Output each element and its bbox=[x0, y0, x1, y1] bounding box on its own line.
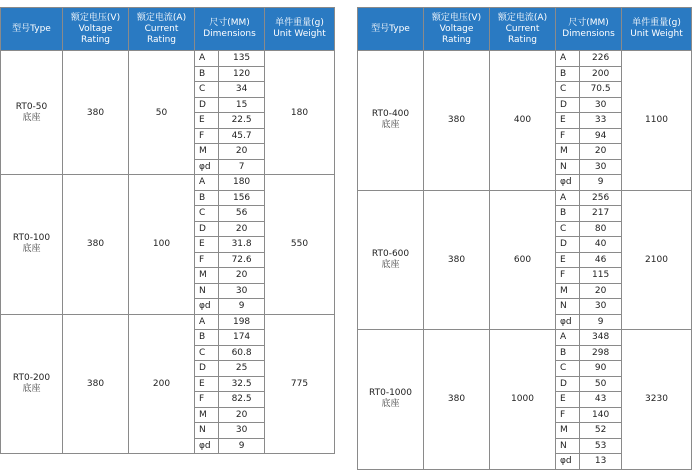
dimension-row bbox=[195, 113, 264, 129]
dimension-label: φd bbox=[556, 175, 580, 190]
dimension-value: 140 bbox=[580, 407, 621, 423]
dimensions-cell bbox=[195, 314, 265, 454]
dimension-row bbox=[556, 423, 621, 439]
dimension-label: φd bbox=[195, 159, 219, 174]
header-voltage-line: Voltage bbox=[78, 23, 113, 34]
dimension-row bbox=[556, 221, 621, 237]
model-base-label: 底座 bbox=[22, 244, 41, 255]
dimension-value: 198 bbox=[219, 315, 264, 330]
dimension-row bbox=[195, 268, 264, 284]
dimension-row bbox=[556, 144, 621, 160]
dimension-value: 45.7 bbox=[219, 128, 264, 144]
dimension-value: 52 bbox=[580, 423, 621, 439]
dimension-label: C bbox=[195, 206, 219, 222]
dimensions-list bbox=[195, 51, 264, 174]
header-voltage-line: Rating bbox=[441, 34, 472, 45]
header-model-line: 型号Type bbox=[371, 23, 410, 34]
voltage-value: 380 bbox=[63, 51, 129, 175]
current-value: 100 bbox=[129, 175, 195, 315]
table-row bbox=[358, 330, 692, 470]
header-dimensions-line: Dimensions bbox=[562, 29, 615, 39]
header-voltage bbox=[63, 8, 129, 51]
model-base-label: 底座 bbox=[22, 383, 41, 394]
dimension-row bbox=[195, 361, 264, 377]
header-voltage-line: Voltage bbox=[439, 23, 474, 34]
dimension-value: 226 bbox=[580, 51, 621, 66]
dimension-label: A bbox=[195, 315, 219, 330]
dimension-label: M bbox=[195, 144, 219, 160]
dimension-row bbox=[556, 97, 621, 113]
dimension-value: 174 bbox=[219, 330, 264, 346]
weight-value: 2100 bbox=[622, 190, 692, 330]
header-current bbox=[129, 8, 195, 51]
model-cell bbox=[358, 51, 424, 191]
dimension-row bbox=[195, 97, 264, 113]
dimension-label: F bbox=[556, 268, 580, 284]
dimension-value: 20 bbox=[580, 144, 621, 160]
dimension-value: 50 bbox=[580, 376, 621, 392]
voltage-value: 380 bbox=[424, 190, 490, 330]
dimension-label: D bbox=[556, 237, 580, 253]
dimension-value: 180 bbox=[219, 175, 264, 190]
dimension-row bbox=[556, 299, 621, 315]
dimension-row bbox=[195, 159, 264, 174]
dimension-value: 31.8 bbox=[219, 237, 264, 253]
dimension-value: 32.5 bbox=[219, 376, 264, 392]
dimension-label: N bbox=[556, 299, 580, 315]
dimension-label: B bbox=[195, 330, 219, 346]
dimension-row bbox=[556, 330, 621, 345]
model-name: RT0-1000 bbox=[369, 388, 412, 399]
dimensions-cell bbox=[556, 330, 622, 470]
dimension-label: D bbox=[195, 361, 219, 377]
dimension-label: M bbox=[195, 268, 219, 284]
dimension-value: 30 bbox=[580, 159, 621, 175]
model-base-label: 底座 bbox=[381, 399, 400, 410]
header-model bbox=[1, 8, 63, 51]
header-voltage-line: 额定电压(V) bbox=[70, 12, 121, 23]
voltage-value: 380 bbox=[424, 51, 490, 191]
current-value: 1000 bbox=[490, 330, 556, 470]
model-base-label: 底座 bbox=[381, 120, 400, 131]
dimension-row bbox=[195, 299, 264, 314]
weight-value: 1100 bbox=[622, 51, 692, 191]
dimension-row bbox=[556, 268, 621, 284]
dimension-row bbox=[195, 206, 264, 222]
dimension-label: M bbox=[195, 407, 219, 423]
dimension-value: 90 bbox=[580, 361, 621, 377]
header-current-line: 额定电流(A) bbox=[136, 12, 187, 23]
header-model bbox=[358, 8, 424, 51]
model-cell bbox=[1, 51, 63, 175]
dimension-value: 70.5 bbox=[580, 82, 621, 98]
dimensions-list bbox=[195, 175, 264, 314]
dimensions-cell bbox=[195, 51, 265, 175]
dimension-label: B bbox=[556, 66, 580, 82]
weight-value: 180 bbox=[265, 51, 335, 175]
dimension-row bbox=[195, 66, 264, 82]
dimension-row bbox=[195, 51, 264, 66]
dimension-row bbox=[556, 345, 621, 361]
dimension-label: A bbox=[195, 175, 219, 190]
dimension-label: C bbox=[556, 361, 580, 377]
header-dimensions-line: 尺寸(MM) bbox=[568, 18, 609, 28]
dimension-row bbox=[195, 175, 264, 190]
dimension-label: F bbox=[195, 392, 219, 408]
dimension-value: 30 bbox=[219, 423, 264, 439]
dimension-row bbox=[556, 454, 621, 469]
header-voltage-line: 额定电压(V) bbox=[431, 12, 482, 23]
header-row bbox=[358, 8, 692, 51]
model-name: RT0-100 bbox=[12, 233, 51, 244]
dimension-value: 115 bbox=[580, 268, 621, 284]
dimension-row bbox=[556, 252, 621, 268]
dimensions-list bbox=[556, 191, 621, 330]
dimension-value: 40 bbox=[580, 237, 621, 253]
dimension-value: 20 bbox=[219, 221, 264, 237]
model-name: RT0-200 bbox=[12, 372, 51, 383]
dimension-value: 7 bbox=[238, 161, 245, 172]
voltage-value: 380 bbox=[63, 314, 129, 454]
header-current-line: Rating bbox=[146, 34, 177, 45]
dimension-label: D bbox=[556, 97, 580, 113]
dimension-value: 9 bbox=[597, 177, 604, 188]
dimension-value: 46 bbox=[580, 252, 621, 268]
dimension-value: 9 bbox=[238, 301, 245, 312]
dimensions-cell bbox=[195, 175, 265, 315]
dimension-row bbox=[556, 407, 621, 423]
dimension-label: E bbox=[195, 113, 219, 129]
table-row bbox=[1, 51, 335, 175]
header-weight-line: Unit Weight bbox=[630, 29, 683, 39]
model-base-label: 底座 bbox=[22, 112, 41, 123]
dimension-row bbox=[195, 128, 264, 144]
dimension-value: 298 bbox=[580, 345, 621, 361]
dimension-row bbox=[195, 144, 264, 160]
model-cell bbox=[358, 330, 424, 470]
header-current-line: 额定电流(A) bbox=[497, 12, 548, 23]
dimension-row bbox=[195, 221, 264, 237]
dimension-value: 33 bbox=[580, 113, 621, 129]
dimension-label: C bbox=[195, 82, 219, 98]
header-dimensions-line: 尺寸(MM) bbox=[209, 18, 250, 28]
dimension-value: 348 bbox=[580, 330, 621, 345]
dimension-row bbox=[556, 128, 621, 144]
dimension-value: 30 bbox=[580, 299, 621, 315]
dimension-row bbox=[195, 407, 264, 423]
table-row bbox=[1, 175, 335, 315]
dimensions-list bbox=[195, 315, 264, 454]
dimension-label: F bbox=[195, 252, 219, 268]
dimension-value: 22.5 bbox=[219, 113, 264, 129]
dimension-row bbox=[195, 315, 264, 330]
dimension-row bbox=[195, 330, 264, 346]
dimension-label: N bbox=[556, 438, 580, 454]
spec-table bbox=[357, 7, 692, 470]
dimension-row bbox=[556, 175, 621, 190]
table-row bbox=[358, 190, 692, 330]
voltage-value: 380 bbox=[63, 175, 129, 315]
header-current-line: Rating bbox=[507, 34, 538, 45]
dimension-row bbox=[195, 237, 264, 253]
dimension-label: B bbox=[556, 206, 580, 222]
dimensions-list bbox=[556, 51, 621, 190]
dimension-label: C bbox=[556, 221, 580, 237]
dimension-label: F bbox=[556, 128, 580, 144]
dimension-row bbox=[556, 361, 621, 377]
header-dimensions-line: Dimensions bbox=[203, 29, 256, 39]
dimension-value: 20 bbox=[580, 283, 621, 299]
dimension-label: C bbox=[556, 82, 580, 98]
model-name: RT0-600 bbox=[371, 248, 410, 259]
dimension-row bbox=[556, 191, 621, 206]
dimension-value: 25 bbox=[219, 361, 264, 377]
dimension-row bbox=[556, 438, 621, 454]
dimension-label: D bbox=[556, 376, 580, 392]
dimension-value: 43 bbox=[580, 392, 621, 408]
header-current-line: Current bbox=[144, 23, 179, 34]
dimension-label: F bbox=[556, 407, 580, 423]
header-weight-line: 单件重量(g) bbox=[632, 18, 681, 28]
dimension-label: M bbox=[556, 423, 580, 439]
voltage-value: 380 bbox=[424, 330, 490, 470]
dimension-value: 34 bbox=[219, 82, 264, 98]
dimension-label: D bbox=[195, 97, 219, 113]
dimension-value: 156 bbox=[219, 190, 264, 206]
dimensions-cell bbox=[556, 51, 622, 191]
dimension-row bbox=[556, 51, 621, 66]
header-voltage bbox=[424, 8, 490, 51]
model-cell bbox=[1, 314, 63, 454]
dimension-row bbox=[556, 82, 621, 98]
current-value: 400 bbox=[490, 51, 556, 191]
dimension-value: 80 bbox=[580, 221, 621, 237]
dimension-row bbox=[195, 190, 264, 206]
header-model-line: 型号Type bbox=[12, 23, 51, 34]
header-dimensions bbox=[556, 8, 622, 51]
dimension-value: 9 bbox=[597, 316, 604, 327]
header-voltage-line: Rating bbox=[80, 34, 111, 45]
dimension-label: φd bbox=[556, 454, 580, 469]
dimension-label: E bbox=[556, 392, 580, 408]
dimension-row bbox=[195, 438, 264, 453]
dimension-row bbox=[556, 376, 621, 392]
dimension-label: C bbox=[195, 345, 219, 361]
dimension-row bbox=[556, 283, 621, 299]
current-value: 600 bbox=[490, 190, 556, 330]
dimension-value: 20 bbox=[219, 407, 264, 423]
header-weight-line: Unit Weight bbox=[273, 29, 326, 39]
dimension-value: 15 bbox=[219, 97, 264, 113]
header-current-line: Current bbox=[505, 23, 540, 34]
dimension-label: B bbox=[556, 345, 580, 361]
dimension-row bbox=[556, 314, 621, 329]
dimension-value: 60.8 bbox=[219, 345, 264, 361]
dimension-row bbox=[556, 206, 621, 222]
dimension-label: E bbox=[556, 252, 580, 268]
dimension-row bbox=[556, 159, 621, 175]
header-dimensions bbox=[195, 8, 265, 51]
dimension-row bbox=[195, 392, 264, 408]
dimension-row bbox=[556, 113, 621, 129]
dimension-label: A bbox=[556, 51, 580, 66]
dimension-row bbox=[195, 345, 264, 361]
dimensions-cell bbox=[556, 190, 622, 330]
dimension-label: B bbox=[195, 66, 219, 82]
dimension-label: B bbox=[195, 190, 219, 206]
header-current bbox=[490, 8, 556, 51]
header-row bbox=[1, 8, 335, 51]
dimension-label: φd bbox=[556, 314, 580, 329]
dimension-value: 200 bbox=[580, 66, 621, 82]
dimension-value: 56 bbox=[219, 206, 264, 222]
dimension-value: 217 bbox=[580, 206, 621, 222]
dimension-label: A bbox=[556, 330, 580, 345]
dimension-value: 256 bbox=[580, 191, 621, 206]
dimension-label: M bbox=[556, 283, 580, 299]
dimension-label: N bbox=[195, 423, 219, 439]
table-row bbox=[358, 51, 692, 191]
dimension-label: N bbox=[556, 159, 580, 175]
dimension-value: 20 bbox=[219, 268, 264, 284]
dimension-value: 135 bbox=[219, 51, 264, 66]
dimension-label: A bbox=[195, 51, 219, 66]
dimension-label: D bbox=[195, 221, 219, 237]
dimension-label: M bbox=[556, 144, 580, 160]
dimension-value: 120 bbox=[219, 66, 264, 82]
dimension-row bbox=[195, 283, 264, 299]
dimension-label: A bbox=[556, 191, 580, 206]
dimension-value: 72.6 bbox=[219, 252, 264, 268]
dimension-value: 82.5 bbox=[219, 392, 264, 408]
dimension-row bbox=[556, 392, 621, 408]
dimension-value: 30 bbox=[219, 283, 264, 299]
dimension-value: 20 bbox=[219, 144, 264, 160]
dimension-row bbox=[556, 237, 621, 253]
dimension-value: 94 bbox=[580, 128, 621, 144]
dimension-value: 30 bbox=[580, 97, 621, 113]
spec-table bbox=[0, 7, 335, 454]
weight-value: 775 bbox=[265, 314, 335, 454]
model-base-label: 底座 bbox=[381, 259, 400, 270]
weight-value: 550 bbox=[265, 175, 335, 315]
dimension-row bbox=[556, 66, 621, 82]
current-value: 200 bbox=[129, 314, 195, 454]
model-name: RT0-400 bbox=[371, 109, 410, 120]
dimensions-list bbox=[556, 330, 621, 469]
dimension-label: E bbox=[195, 237, 219, 253]
model-name: RT0-50 bbox=[15, 101, 48, 112]
dimension-label: E bbox=[195, 376, 219, 392]
dimension-value: 53 bbox=[580, 438, 621, 454]
weight-value: 3230 bbox=[622, 330, 692, 470]
dimension-row bbox=[195, 82, 264, 98]
dimension-label: F bbox=[195, 128, 219, 144]
header-weight bbox=[265, 8, 335, 51]
header-weight-line: 单件重量(g) bbox=[275, 18, 324, 28]
dimension-label: E bbox=[556, 113, 580, 129]
dimension-label: N bbox=[195, 283, 219, 299]
dimension-row bbox=[195, 252, 264, 268]
dimension-value: 13 bbox=[594, 456, 607, 467]
dimension-row bbox=[195, 376, 264, 392]
dimension-row bbox=[195, 423, 264, 439]
current-value: 50 bbox=[129, 51, 195, 175]
header-weight bbox=[622, 8, 692, 51]
table-row bbox=[1, 314, 335, 454]
model-cell bbox=[358, 190, 424, 330]
dimension-label: φd bbox=[195, 299, 219, 314]
dimension-value: 9 bbox=[238, 440, 245, 451]
model-cell bbox=[1, 175, 63, 315]
dimension-label: φd bbox=[195, 438, 219, 453]
